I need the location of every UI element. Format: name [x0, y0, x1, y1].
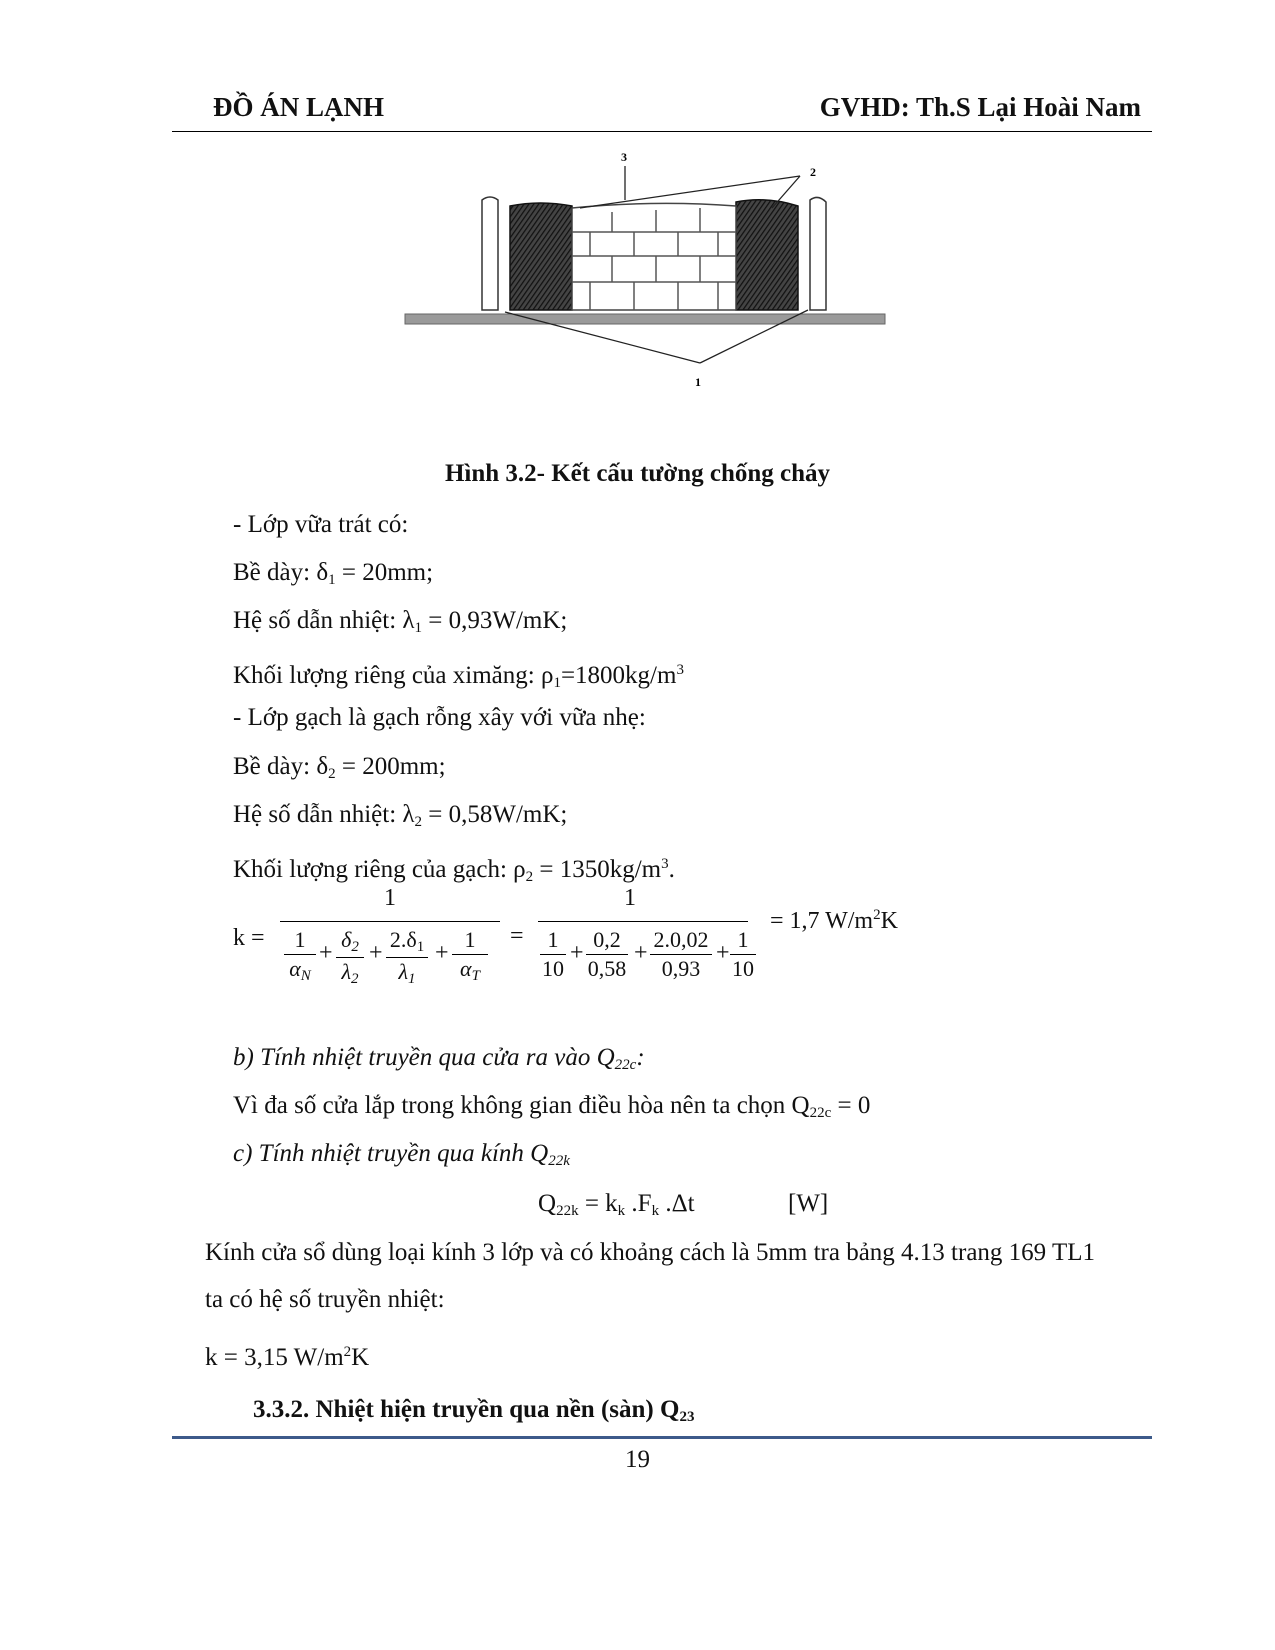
- glass-heading: c) Tính nhiệt truyền qua kính $Q_{22k}$: [233, 1140, 570, 1169]
- sym-term-1: 1 $\alpha_N$: [280, 927, 320, 985]
- label-1: 1: [695, 375, 701, 389]
- header-left-title: ĐỒ ÁN LẠNH: [213, 92, 385, 122]
- sym-term-4: 1 $\alpha_T$: [448, 927, 492, 985]
- left-hatched-layer: [510, 203, 572, 310]
- glass-equation-unit: [W]: [788, 1190, 829, 1217]
- glass-equation: $Q_{22k} = k_k$ $.F_k$ .Δt: [538, 1190, 695, 1219]
- glass-paragraph-line-1: Kính cửa sổ dùng loại kính 3 lớp và có khoảng cách là 5mm tra bảng 4.13 trang 169 TL1: [205, 1239, 1096, 1266]
- door-text: Vì đa số cửa lắp trong không gian điều hòa nên ta chọn $Q_{22c} = 0$: [233, 1092, 871, 1121]
- plaster-conductivity: Hệ số dẫn nhiệt: $\lambda_1 = 0,93W/mK$;: [233, 607, 568, 636]
- brick-core: [572, 203, 736, 310]
- footer-rule: [172, 1436, 1152, 1439]
- label-2: 2: [810, 165, 816, 179]
- num-term-2: 0,2 0,58: [587, 927, 627, 981]
- formula-numerator-1: 1: [384, 885, 396, 911]
- left-outer-panel: [482, 197, 498, 310]
- header-right-supervisor: GVHD: Th.S Lại Hoài Nam: [819, 92, 1141, 122]
- brick-conductivity: Hệ số dẫn nhiệt: $\lambda_2 = 0,58W/mK$;: [233, 801, 568, 830]
- section-heading: 3.3.2. Nhiệt hiện truyền qua nền (sàn) $Q_{23}$: [253, 1396, 695, 1425]
- wall-structure-figure: [400, 150, 920, 415]
- sym-term-3: $2.\delta_1$ $\lambda_1$: [382, 927, 432, 988]
- ground-slab: [405, 314, 885, 324]
- right-hatched-layer: [736, 200, 798, 310]
- glass-k-value: k = 3,15 $W/m^2K$: [205, 1344, 370, 1371]
- figure-caption: Hình 3.2- Kết cấu tường chống cháy: [444, 460, 831, 487]
- door-heading: b) Tính nhiệt truyền qua cửa ra vào $Q_{22c}$:: [233, 1044, 645, 1073]
- glass-paragraph-line-2: ta có hệ số truyền nhiệt:: [205, 1286, 445, 1313]
- label-3: 3: [621, 150, 627, 164]
- plus-3: +: [435, 940, 449, 966]
- plaster-density: Khối lượng riêng của ximăng: $\rho_1=1800kg/m^3$: [233, 662, 684, 691]
- brick-thickness: Bề dày: $\delta_2 = 200mm$;: [233, 753, 446, 782]
- formula-k-eq: k =: [233, 925, 265, 951]
- formula-result: = 1,7 $W/m^2K$: [770, 907, 898, 934]
- brick-density: Khối lượng riêng của gạch: $\rho_2 = 1350kg/m^3$.: [233, 856, 675, 885]
- formula-eq-2: =: [510, 923, 524, 949]
- header-rule: [172, 131, 1152, 132]
- formula-fraction-bar-1: [280, 921, 500, 922]
- num-term-4: 1 10: [732, 927, 754, 981]
- plus-2: +: [369, 940, 383, 966]
- plaster-heading: - Lớp vữa trát có:: [233, 511, 409, 538]
- formula-fraction-bar-2: [538, 921, 748, 922]
- num-term-3: 2.0,02 0,93: [646, 927, 716, 982]
- heat-transfer-formula: [230, 885, 950, 1015]
- plus-1: +: [319, 940, 333, 966]
- right-outer-panel: [810, 197, 826, 310]
- brick-heading: - Lớp gạch là gạch rỗng xây với vữa nhẹ:: [233, 704, 646, 731]
- page-number: 19: [625, 1446, 650, 1473]
- plus-4: +: [570, 940, 584, 966]
- plus-6: +: [716, 940, 730, 966]
- num-term-1: 1 10: [542, 927, 564, 981]
- sym-term-2: $\delta_2$ $\lambda_2$: [332, 927, 368, 988]
- formula-numerator-2: 1: [624, 885, 636, 911]
- plaster-thickness: Bề dày: $\delta_1 = 20mm$;: [233, 559, 434, 588]
- plus-5: +: [634, 940, 648, 966]
